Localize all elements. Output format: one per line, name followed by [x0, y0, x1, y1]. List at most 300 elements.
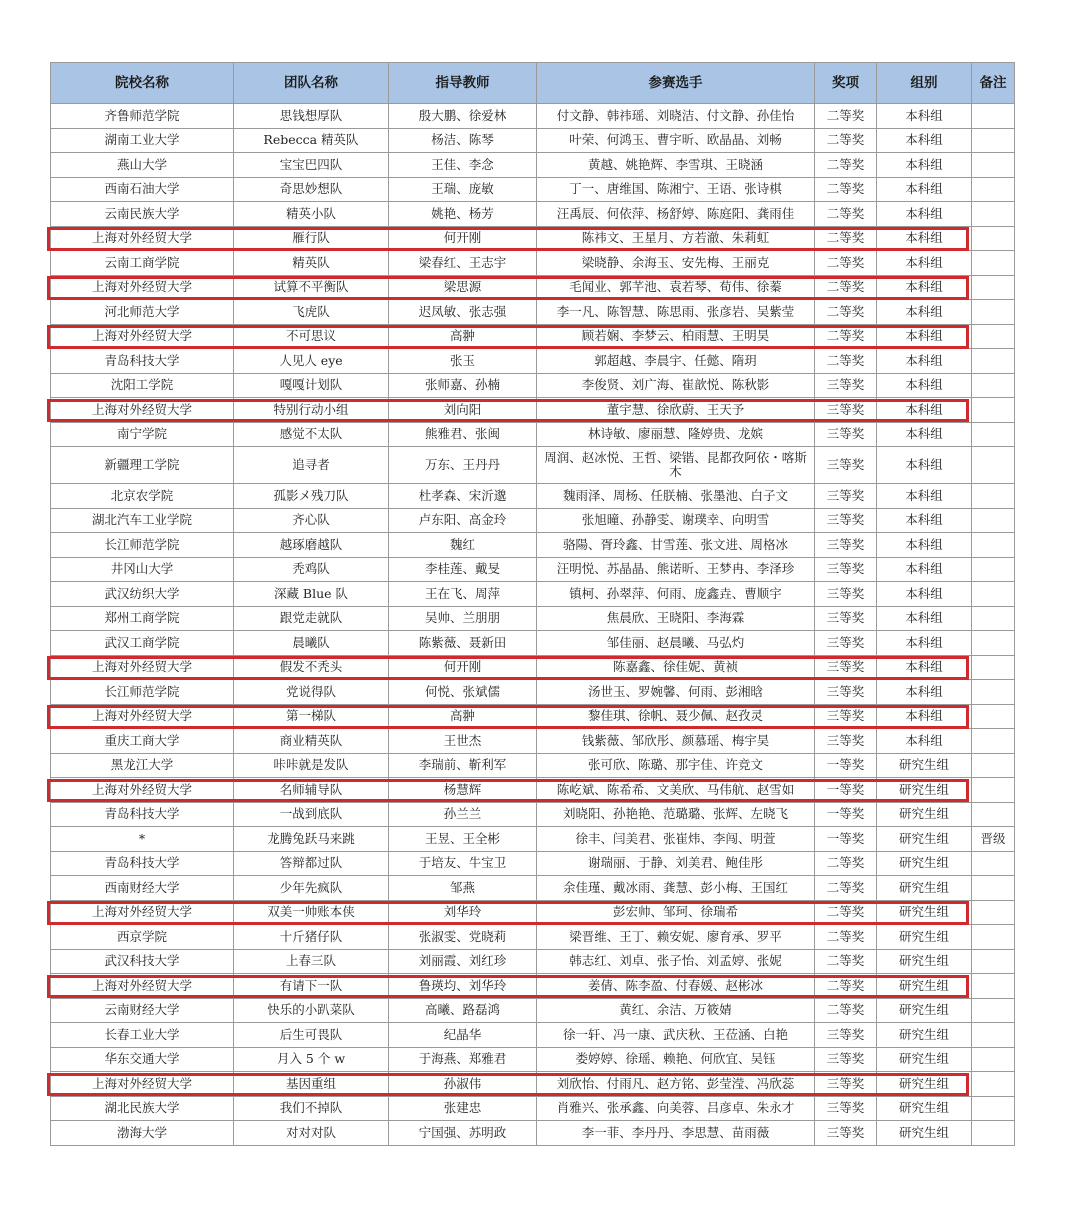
members-cell: 汤世玉、罗婉馨、何雨、彭湘晗 [537, 680, 815, 705]
school-cell: 上海对外经贸大学 [51, 1072, 234, 1097]
award-cell: 三等奖 [815, 1096, 877, 1121]
team-cell: 一战到底队 [234, 802, 389, 827]
remark-cell [972, 422, 1015, 447]
school-cell: 西南石油大学 [51, 177, 234, 202]
award-cell: 三等奖 [815, 373, 877, 398]
members-cell: 钱紫薇、邹欣彤、颜慕瑶、梅宇昊 [537, 729, 815, 754]
table-body [51, 104, 1015, 1146]
group-cell: 本科组 [877, 373, 972, 398]
table-row [51, 827, 1015, 852]
team-cell: 特别行动小组 [234, 398, 389, 423]
members-cell: 徐一轩、冯一康、武庆秋、王莅涵、白艳 [537, 1023, 815, 1048]
school-cell: 长春工业大学 [51, 1023, 234, 1048]
remark-cell [972, 606, 1015, 631]
award-cell: 一等奖 [815, 827, 877, 852]
advisor-cell: 杨慧辉 [389, 778, 537, 803]
team-cell: 雁行队 [234, 226, 389, 251]
table-row [51, 104, 1015, 129]
advisor-cell: 万东、王丹丹 [389, 447, 537, 484]
school-cell: 燕山大学 [51, 153, 234, 178]
remark-cell [972, 778, 1015, 803]
advisor-cell: 宁国强、苏明政 [389, 1121, 537, 1146]
group-cell: 研究生组 [877, 778, 972, 803]
advisor-cell: 迟凤敏、张志强 [389, 300, 537, 325]
award-cell: 三等奖 [815, 1121, 877, 1146]
members-cell: 邹佳丽、赵晨曦、马弘灼 [537, 631, 815, 656]
group-cell: 本科组 [877, 582, 972, 607]
group-cell: 本科组 [877, 704, 972, 729]
award-cell: 三等奖 [815, 447, 877, 484]
remark-cell [972, 349, 1015, 374]
members-cell: 顾若娴、李梦云、柏雨慧、王明昊 [537, 324, 815, 349]
remark-cell [972, 1047, 1015, 1072]
table-row [51, 631, 1015, 656]
group-cell: 本科组 [877, 631, 972, 656]
members-cell: 郭超越、李晨宇、任懿、隋玥 [537, 349, 815, 374]
award-cell: 二等奖 [815, 349, 877, 374]
school-cell: 新疆理工学院 [51, 447, 234, 484]
members-cell: 焦晨欣、王晓阳、李海霖 [537, 606, 815, 631]
members-cell: 林诗敏、廖丽慧、隆婷贵、龙嫔 [537, 422, 815, 447]
remark-cell [972, 484, 1015, 509]
award-cell: 三等奖 [815, 1072, 877, 1097]
header-remark: 备注 [972, 63, 1015, 104]
school-cell: 湖北民族大学 [51, 1096, 234, 1121]
team-cell: 精英小队 [234, 202, 389, 227]
award-cell: 二等奖 [815, 251, 877, 276]
members-cell: 余佳瑾、戴冰雨、龚慧、彭小梅、王国红 [537, 876, 815, 901]
award-cell: 三等奖 [815, 484, 877, 509]
table-row [51, 398, 1015, 423]
members-cell: 韩志红、刘卓、张子怡、刘孟婷、张妮 [537, 949, 815, 974]
table-row [51, 373, 1015, 398]
table-row [51, 349, 1015, 374]
members-cell: 毛闻业、郭芊池、袁若琴、荀伟、徐蓁 [537, 275, 815, 300]
remark-cell [972, 533, 1015, 558]
award-cell: 二等奖 [815, 998, 877, 1023]
award-cell: 一等奖 [815, 802, 877, 827]
table-row [51, 177, 1015, 202]
remark-cell [972, 998, 1015, 1023]
advisor-cell: 王昱、王全彬 [389, 827, 537, 852]
team-cell: 齐心队 [234, 508, 389, 533]
header-advisor: 指导教师 [389, 63, 537, 104]
group-cell: 本科组 [877, 251, 972, 276]
group-cell: 本科组 [877, 226, 972, 251]
school-cell: * [51, 827, 234, 852]
remark-cell [972, 704, 1015, 729]
advisor-cell: 张玉 [389, 349, 537, 374]
team-cell: 思钱想厚队 [234, 104, 389, 129]
table-row [51, 949, 1015, 974]
remark-cell [972, 104, 1015, 129]
members-cell: 黄越、姚艳辉、李雪琪、王晓涵 [537, 153, 815, 178]
team-cell: 试算不平衡队 [234, 275, 389, 300]
group-cell: 本科组 [877, 729, 972, 754]
team-cell: 少年先疯队 [234, 876, 389, 901]
advisor-cell: 王佳、李念 [389, 153, 537, 178]
award-cell: 三等奖 [815, 1023, 877, 1048]
school-cell: 沈阳工学院 [51, 373, 234, 398]
remark-cell [972, 802, 1015, 827]
table-row [51, 484, 1015, 509]
award-cell: 二等奖 [815, 949, 877, 974]
group-cell: 本科组 [877, 606, 972, 631]
team-cell: 奇思妙想队 [234, 177, 389, 202]
award-cell: 二等奖 [815, 104, 877, 129]
table-row [51, 680, 1015, 705]
table-row [51, 753, 1015, 778]
members-cell: 梁晓静、余海玉、安先梅、王丽克 [537, 251, 815, 276]
table-row [51, 128, 1015, 153]
school-cell: 北京农学院 [51, 484, 234, 509]
school-cell: 武汉纺织大学 [51, 582, 234, 607]
table-row [51, 251, 1015, 276]
members-cell: 姜倩、陈李盈、付春媛、赵彬冰 [537, 974, 815, 999]
table-row [51, 655, 1015, 680]
school-cell: 长江师范学院 [51, 680, 234, 705]
members-cell: 李一凡、陈智慧、陈思雨、张彦岩、吴紫莹 [537, 300, 815, 325]
team-cell: 嘎嘎计划队 [234, 373, 389, 398]
remark-cell [972, 153, 1015, 178]
members-cell: 付文静、韩祎瑶、刘晓洁、付文静、孙佳怡 [537, 104, 815, 129]
advisor-cell: 何开刚 [389, 655, 537, 680]
remark-cell [972, 949, 1015, 974]
award-cell: 三等奖 [815, 533, 877, 558]
members-cell: 黄红、余洁、万筱婧 [537, 998, 815, 1023]
remark-cell [972, 251, 1015, 276]
advisor-cell: 魏红 [389, 533, 537, 558]
table-row [51, 1121, 1015, 1146]
remark-cell [972, 1096, 1015, 1121]
award-list-sheet [50, 62, 1014, 1146]
advisor-cell: 梁春红、王志宇 [389, 251, 537, 276]
members-cell: 刘欣怡、付雨凡、赵方铭、彭莹滢、冯欣蕊 [537, 1072, 815, 1097]
team-cell: 追寻者 [234, 447, 389, 484]
award-cell: 二等奖 [815, 900, 877, 925]
team-cell: 我们不掉队 [234, 1096, 389, 1121]
table-row [51, 998, 1015, 1023]
remark-cell [972, 177, 1015, 202]
team-cell: 越琢磨越队 [234, 533, 389, 558]
award-cell: 二等奖 [815, 128, 877, 153]
members-cell: 张旭曈、孙静雯、谢璞幸、向明雪 [537, 508, 815, 533]
table-row [51, 1023, 1015, 1048]
team-cell: 感觉不太队 [234, 422, 389, 447]
members-cell: 谢瑞丽、于静、刘美君、鲍佳彤 [537, 851, 815, 876]
remark-cell [972, 1121, 1015, 1146]
table-row [51, 606, 1015, 631]
members-cell: 汪禹辰、何依萍、杨舒婷、陈庭阳、龚雨佳 [537, 202, 815, 227]
award-cell: 三等奖 [815, 422, 877, 447]
advisor-cell: 张师嘉、孙楠 [389, 373, 537, 398]
school-cell: 武汉工商学院 [51, 631, 234, 656]
team-cell: 深藏 Blue 队 [234, 582, 389, 607]
team-cell: 答辩都过队 [234, 851, 389, 876]
group-cell: 本科组 [877, 153, 972, 178]
group-cell: 研究生组 [877, 925, 972, 950]
table-row [51, 300, 1015, 325]
advisor-cell: 殷大鹏、徐爱林 [389, 104, 537, 129]
school-cell: 南宁学院 [51, 422, 234, 447]
group-cell: 本科组 [877, 447, 972, 484]
group-cell: 本科组 [877, 422, 972, 447]
group-cell: 本科组 [877, 508, 972, 533]
group-cell: 本科组 [877, 300, 972, 325]
table-row [51, 925, 1015, 950]
school-cell: 长江师范学院 [51, 533, 234, 558]
members-cell: 李俊贤、刘广海、崔歆悦、陈秋影 [537, 373, 815, 398]
team-cell: 飞虎队 [234, 300, 389, 325]
group-cell: 本科组 [877, 655, 972, 680]
group-cell: 研究生组 [877, 1096, 972, 1121]
advisor-cell: 邹燕 [389, 876, 537, 901]
school-cell: 云南工商学院 [51, 251, 234, 276]
advisor-cell: 卢东阳、高金玲 [389, 508, 537, 533]
award-cell: 二等奖 [815, 324, 877, 349]
advisor-cell: 刘华玲 [389, 900, 537, 925]
group-cell: 本科组 [877, 533, 972, 558]
school-cell: 黑龙江大学 [51, 753, 234, 778]
members-cell: 汪明悦、苏晶晶、熊诺昕、王梦冉、李泽珍 [537, 557, 815, 582]
remark-cell [972, 324, 1015, 349]
advisor-cell: 王瑞、庞敏 [389, 177, 537, 202]
members-cell: 叶荣、何鸿玉、曹宇昕、欧晶晶、刘畅 [537, 128, 815, 153]
members-cell: 黎佳琪、徐帆、聂少佩、赵孜灵 [537, 704, 815, 729]
table-row [51, 557, 1015, 582]
award-cell: 三等奖 [815, 631, 877, 656]
group-cell: 本科组 [877, 202, 972, 227]
advisor-cell: 杨洁、陈琴 [389, 128, 537, 153]
remark-cell: 晋级 [972, 827, 1015, 852]
award-cell: 二等奖 [815, 851, 877, 876]
advisor-cell: 杜孝森、宋沂邈 [389, 484, 537, 509]
award-cell: 三等奖 [815, 606, 877, 631]
award-cell: 三等奖 [815, 704, 877, 729]
members-cell: 李一菲、李丹丹、李思慧、苗雨薇 [537, 1121, 815, 1146]
team-cell: 有请下一队 [234, 974, 389, 999]
team-cell: 第一梯队 [234, 704, 389, 729]
school-cell: 湖南工业大学 [51, 128, 234, 153]
team-cell: 晨曦队 [234, 631, 389, 656]
award-cell: 二等奖 [815, 177, 877, 202]
school-cell: 云南财经大学 [51, 998, 234, 1023]
group-cell: 本科组 [877, 275, 972, 300]
remark-cell [972, 655, 1015, 680]
table-row [51, 447, 1015, 484]
group-cell: 研究生组 [877, 949, 972, 974]
table-row [51, 704, 1015, 729]
table-row [51, 508, 1015, 533]
school-cell: 华东交通大学 [51, 1047, 234, 1072]
advisor-cell: 于培友、牛宝卫 [389, 851, 537, 876]
table-row [51, 1047, 1015, 1072]
group-cell: 本科组 [877, 104, 972, 129]
team-cell: 跟党走就队 [234, 606, 389, 631]
advisor-cell: 王世杰 [389, 729, 537, 754]
advisor-cell: 孙淑伟 [389, 1072, 537, 1097]
school-cell: 西南财经大学 [51, 876, 234, 901]
members-cell: 娄婷婷、徐瑶、赖艳、何欣宜、吴钰 [537, 1047, 815, 1072]
school-cell: 井冈山大学 [51, 557, 234, 582]
school-cell: 湖北汽车工业学院 [51, 508, 234, 533]
remark-cell [972, 300, 1015, 325]
advisor-cell: 高曦、路磊鸿 [389, 998, 537, 1023]
school-cell: 武汉科技大学 [51, 949, 234, 974]
table-row [51, 876, 1015, 901]
group-cell: 研究生组 [877, 827, 972, 852]
group-cell: 本科组 [877, 484, 972, 509]
remark-cell [972, 373, 1015, 398]
advisor-cell: 李桂莲、戴旻 [389, 557, 537, 582]
members-cell: 陈祎文、王星月、方若澈、朱莉虹 [537, 226, 815, 251]
award-cell: 一等奖 [815, 753, 877, 778]
group-cell: 研究生组 [877, 876, 972, 901]
advisor-cell: 刘丽霞、刘红珍 [389, 949, 537, 974]
team-cell: 宝宝巴四队 [234, 153, 389, 178]
group-cell: 本科组 [877, 177, 972, 202]
table-row [51, 851, 1015, 876]
team-cell: 龙腾兔跃马来跳 [234, 827, 389, 852]
award-cell: 二等奖 [815, 974, 877, 999]
team-cell: 上春三队 [234, 949, 389, 974]
award-cell: 二等奖 [815, 226, 877, 251]
group-cell: 研究生组 [877, 802, 972, 827]
remark-cell [972, 398, 1015, 423]
remark-cell [972, 202, 1015, 227]
table-row [51, 900, 1015, 925]
remark-cell [972, 508, 1015, 533]
team-cell: 对对对队 [234, 1121, 389, 1146]
remark-cell [972, 876, 1015, 901]
group-cell: 研究生组 [877, 1023, 972, 1048]
award-cell: 二等奖 [815, 925, 877, 950]
advisor-cell: 李瑞前、靳利军 [389, 753, 537, 778]
remark-cell [972, 1023, 1015, 1048]
school-cell: 齐鲁师范学院 [51, 104, 234, 129]
advisor-cell: 纪晶华 [389, 1023, 537, 1048]
school-cell: 上海对外经贸大学 [51, 974, 234, 999]
members-cell: 董宇慧、徐欣蔚、王天予 [537, 398, 815, 423]
award-cell: 二等奖 [815, 275, 877, 300]
award-cell: 二等奖 [815, 300, 877, 325]
advisor-cell: 张淑雯、党晓莉 [389, 925, 537, 950]
members-cell: 周润、赵冰悦、王哲、梁锴、昆都孜阿依・喀斯木 [537, 447, 815, 484]
table-row [51, 533, 1015, 558]
award-cell: 三等奖 [815, 508, 877, 533]
award-cell: 三等奖 [815, 582, 877, 607]
advisor-cell: 梁思源 [389, 275, 537, 300]
award-cell: 三等奖 [815, 655, 877, 680]
header-group: 组别 [877, 63, 972, 104]
school-cell: 河北师范大学 [51, 300, 234, 325]
advisor-cell: 陈紫薇、聂新田 [389, 631, 537, 656]
table-row [51, 778, 1015, 803]
school-cell: 上海对外经贸大学 [51, 900, 234, 925]
team-cell: 月入 5 个 w [234, 1047, 389, 1072]
header-members: 参赛选手 [537, 63, 815, 104]
group-cell: 本科组 [877, 349, 972, 374]
remark-cell [972, 925, 1015, 950]
group-cell: 研究生组 [877, 1121, 972, 1146]
team-cell: 商业精英队 [234, 729, 389, 754]
team-cell: 不可思议 [234, 324, 389, 349]
table-row [51, 802, 1015, 827]
advisor-cell: 鲁瑛均、刘华玲 [389, 974, 537, 999]
team-cell: 名师辅导队 [234, 778, 389, 803]
table-row [51, 202, 1015, 227]
school-cell: 上海对外经贸大学 [51, 704, 234, 729]
group-cell: 本科组 [877, 128, 972, 153]
team-cell: 后生可畏队 [234, 1023, 389, 1048]
remark-cell [972, 974, 1015, 999]
team-cell: 假发不秃头 [234, 655, 389, 680]
team-cell: 精英队 [234, 251, 389, 276]
advisor-cell: 王在飞、周萍 [389, 582, 537, 607]
advisor-cell: 高翀 [389, 704, 537, 729]
table-row [51, 275, 1015, 300]
school-cell: 上海对外经贸大学 [51, 226, 234, 251]
team-cell: 秃鸡队 [234, 557, 389, 582]
team-cell: 咔咔就是发队 [234, 753, 389, 778]
remark-cell [972, 729, 1015, 754]
team-cell: 党说得队 [234, 680, 389, 705]
members-cell: 骆陽、胥玲鑫、甘雪莲、张文进、周格冰 [537, 533, 815, 558]
members-cell: 徐丰、闫美君、张崔炜、李闯、明萱 [537, 827, 815, 852]
school-cell: 上海对外经贸大学 [51, 655, 234, 680]
advisor-cell: 熊雅君、张闽 [389, 422, 537, 447]
remark-cell [972, 680, 1015, 705]
award-cell: 一等奖 [815, 778, 877, 803]
school-cell: 上海对外经贸大学 [51, 324, 234, 349]
school-cell: 上海对外经贸大学 [51, 398, 234, 423]
advisor-cell: 刘向阳 [389, 398, 537, 423]
remark-cell [972, 582, 1015, 607]
members-cell: 梁晋维、王丁、赖安妮、廖育承、罗平 [537, 925, 815, 950]
remark-cell [972, 900, 1015, 925]
school-cell: 渤海大学 [51, 1121, 234, 1146]
school-cell: 上海对外经贸大学 [51, 778, 234, 803]
award-cell: 三等奖 [815, 729, 877, 754]
group-cell: 研究生组 [877, 753, 972, 778]
team-cell: 十斤猪仔队 [234, 925, 389, 950]
remark-cell [972, 631, 1015, 656]
team-cell: 人见人 eye [234, 349, 389, 374]
group-cell: 本科组 [877, 398, 972, 423]
award-cell: 三等奖 [815, 680, 877, 705]
table-row [51, 226, 1015, 251]
school-cell: 青岛科技大学 [51, 802, 234, 827]
advisor-cell: 张建忠 [389, 1096, 537, 1121]
members-cell: 陈嘉鑫、徐佳妮、黄祯 [537, 655, 815, 680]
team-cell: 孤影メ残刀队 [234, 484, 389, 509]
members-cell: 肖雅兴、张承鑫、向美蓉、吕彦卓、朱永才 [537, 1096, 815, 1121]
school-cell: 郑州工商学院 [51, 606, 234, 631]
table-row [51, 153, 1015, 178]
table-row [51, 1096, 1015, 1121]
award-cell: 三等奖 [815, 1047, 877, 1072]
members-cell: 张可欣、陈璐、那宇佳、许竞文 [537, 753, 815, 778]
table-row [51, 729, 1015, 754]
members-cell: 丁一、唐维国、陈湘宁、王语、张诗棋 [537, 177, 815, 202]
award-cell: 二等奖 [815, 153, 877, 178]
school-cell: 上海对外经贸大学 [51, 275, 234, 300]
award-table [50, 62, 1015, 1146]
members-cell: 魏雨泽、周杨、任朕楠、张墨池、白子文 [537, 484, 815, 509]
team-cell: 基因重组 [234, 1072, 389, 1097]
advisor-cell: 于海燕、郑雅君 [389, 1047, 537, 1072]
award-cell: 三等奖 [815, 398, 877, 423]
